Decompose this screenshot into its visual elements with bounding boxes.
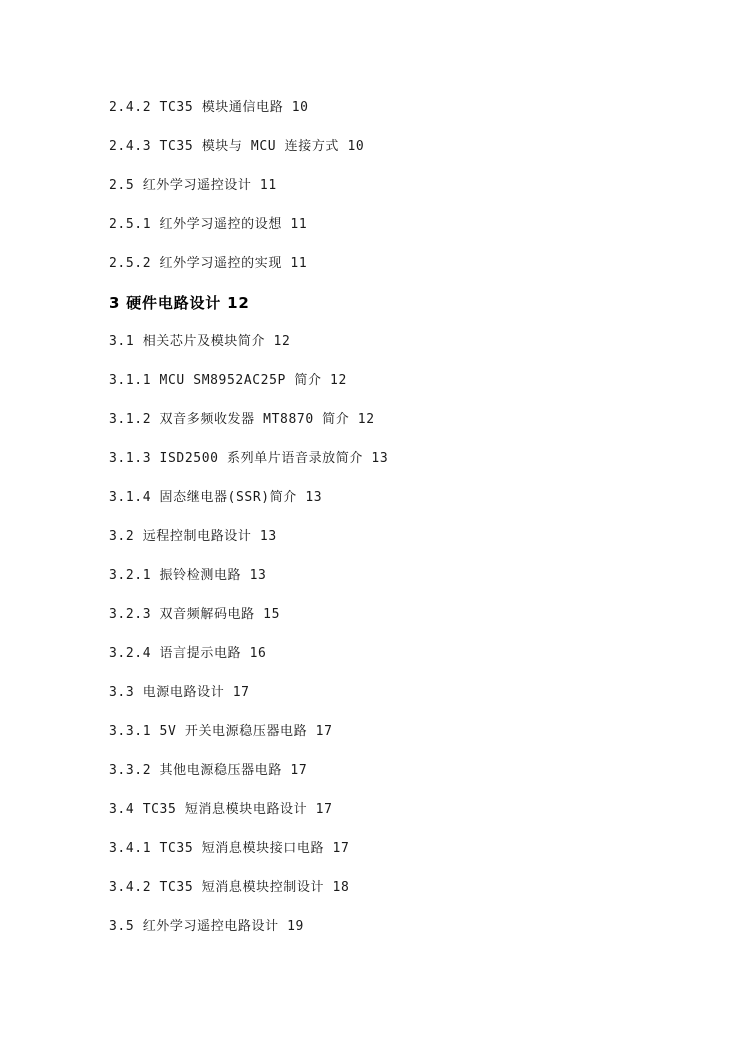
- toc-entry-3-1-4: 3.1.4 固态继电器(SSR)简介 13: [109, 490, 323, 505]
- toc-entry-2-4-3: 2.4.3 TC35 模块与 MCU 连接方式 10: [109, 139, 365, 154]
- toc-entry-3-3-1: 3.3.1 5V 开关电源稳压器电路 17: [109, 724, 333, 739]
- toc-entry-3-2-3: 3.2.3 双音频解码电路 15: [109, 607, 281, 622]
- toc-entry-3-1: 3.1 相关芯片及模块简介 12: [109, 334, 291, 349]
- toc-chapter-3: 3 硬件电路设计 12: [109, 294, 250, 312]
- table-of-contents: [109, 96, 669, 954]
- toc-entry-3-1-1: 3.1.1 MCU SM8952AC25P 简介 12: [109, 373, 347, 388]
- toc-entry-3-2-1: 3.2.1 振铃检测电路 13: [109, 568, 267, 583]
- toc-entry-3-4-2: 3.4.2 TC35 短消息模块控制设计 18: [109, 880, 350, 895]
- toc-entry-2-4-2: 2.4.2 TC35 模块通信电路 10: [109, 100, 309, 115]
- toc-entry-2-5-2: 2.5.2 红外学习遥控的实现 11: [109, 256, 308, 271]
- toc-entry-3-2: 3.2 远程控制电路设计 13: [109, 529, 277, 544]
- toc-entry-3-4: 3.4 TC35 短消息模块电路设计 17: [109, 802, 333, 817]
- toc-entry-2-5: 2.5 红外学习遥控设计 11: [109, 178, 277, 193]
- toc-entry-3-4-1: 3.4.1 TC35 短消息模块接口电路 17: [109, 841, 350, 856]
- toc-entry-2-5-1: 2.5.1 红外学习遥控的设想 11: [109, 217, 308, 232]
- toc-entry-3-5: 3.5 红外学习遥控电路设计 19: [109, 919, 304, 934]
- toc-entry-3-3: 3.3 电源电路设计 17: [109, 685, 250, 700]
- toc-entry-3-1-2: 3.1.2 双音多频收发器 MT8870 简介 12: [109, 412, 375, 427]
- toc-entry-3-2-4: 3.2.4 语言提示电路 16: [109, 646, 267, 661]
- toc-entry-3-3-2: 3.3.2 其他电源稳压器电路 17: [109, 763, 308, 778]
- toc-entry-3-1-3: 3.1.3 ISD2500 系列单片语音录放简介 13: [109, 451, 389, 466]
